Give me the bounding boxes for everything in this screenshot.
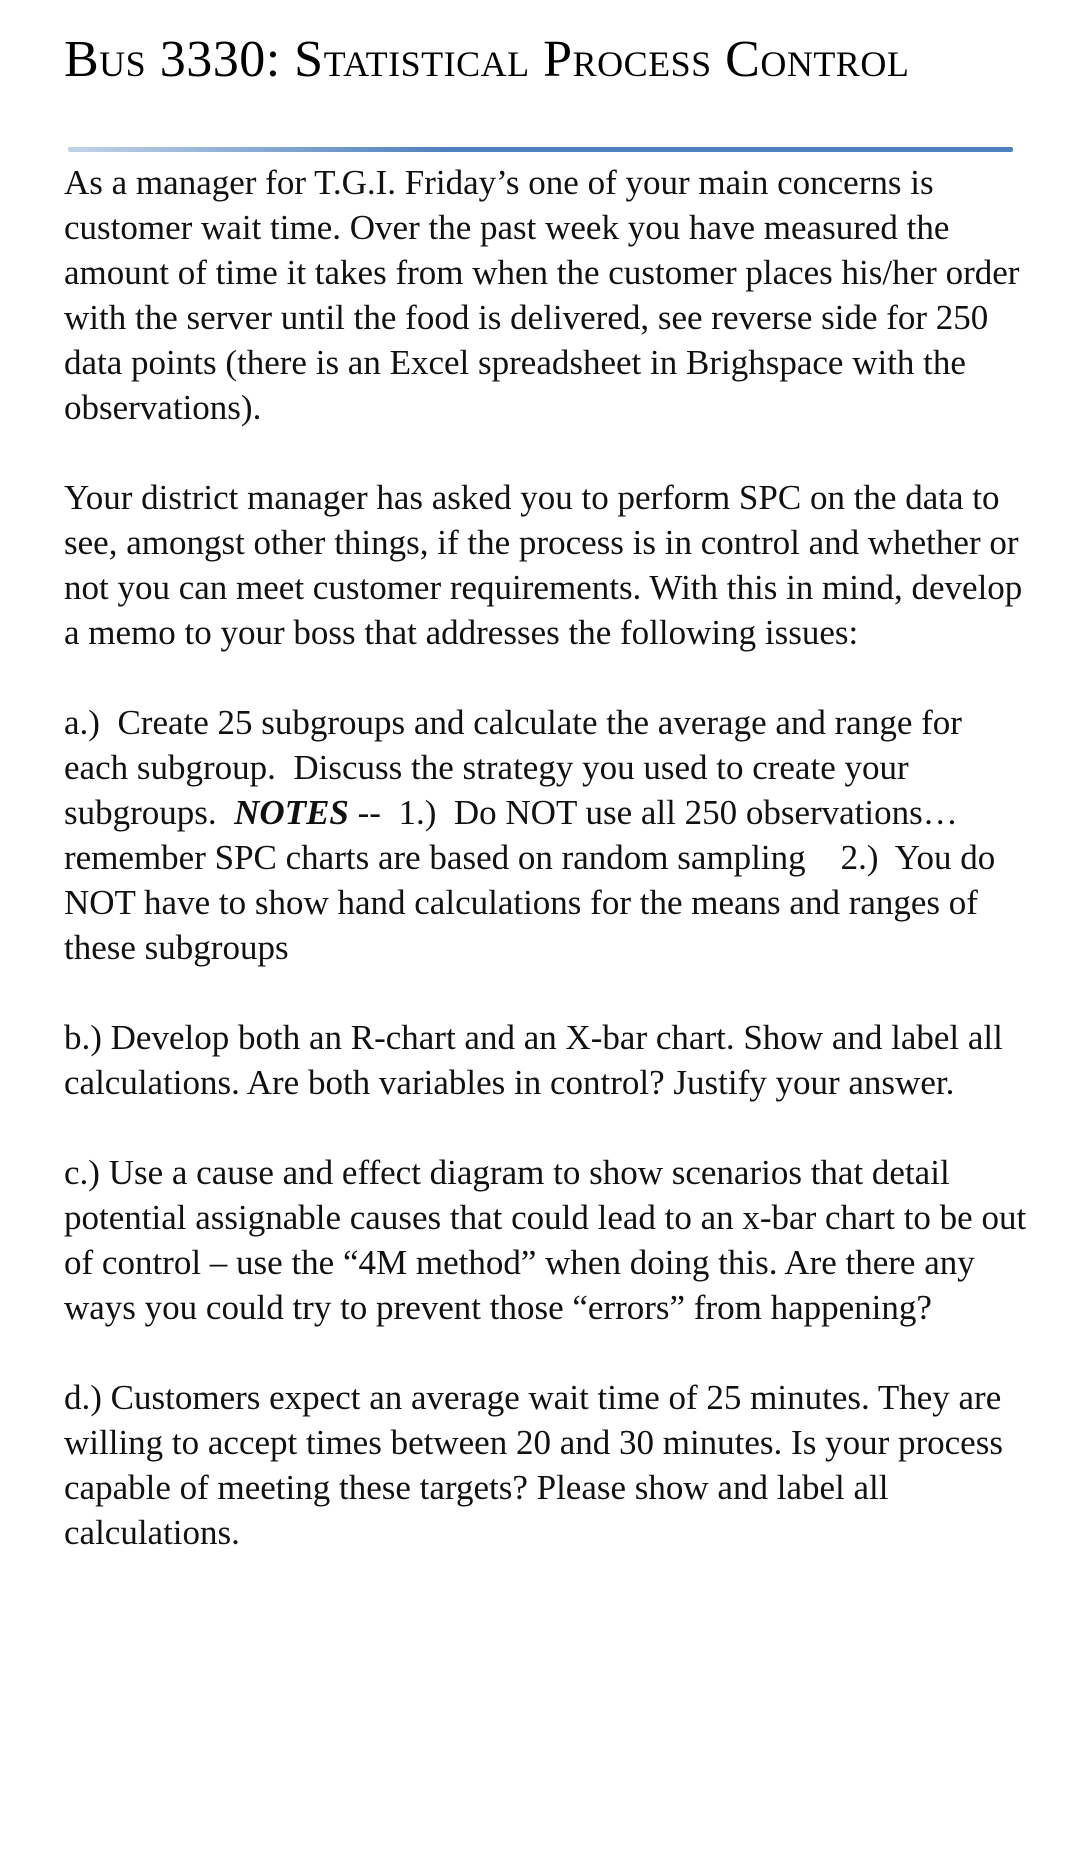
question-a — [64, 700, 1034, 970]
intro-paragraph: As a manager for T.G.I. Friday’s one of your main concerns is customer wait time. Over the past week you have measured the amount of time it takes from when the customer places his/her order with the server until the food is delivered, see reverse side for 250 data points (there is an Excel spreadsheet in Brighspace with the observations). — [64, 163, 1020, 427]
page-title: Bus 3330: Statistical Process Control — [64, 31, 910, 88]
title-divider — [68, 147, 1013, 152]
question-b: b.) Develop both an R-chart and an X-bar chart. Show and label all calculations. Are both variables in control? Justify your answer. — [64, 1018, 1003, 1102]
question-d: d.) Customers expect an average wait time of 25 minutes. They are willing to accept times between 20 and 30 minutes. Is your process capable of meeting these targets? Please show and label all calculations. — [64, 1378, 1003, 1552]
question-c: c.) Use a cause and effect diagram to show scenarios that detail potential assignable causes that could lead to an x-bar chart to be out of control – use the “4M method” when doing this. Are there any ways you could try to prevent those “errors” from happening? — [64, 1153, 1027, 1327]
question-a-notes-text: -- 1.) Do NOT use all 250 observations…remember SPC charts are based on random sampling 2.) You do NOT have to show hand calculations for the means and ranges of these subgroups — [64, 793, 1004, 967]
notes-label: NOTES — [234, 793, 349, 832]
question-a-text: a.) Create 25 subgroups and calculate the average and range for each subgroup. Discuss the strategy you used to create your subgroups. — [64, 703, 971, 832]
document-body — [64, 160, 1034, 1600]
assignment-paragraph: Your district manager has asked you to perform SPC on the data to see, amongst other things, if the process is in control and whether or not you can meet customer requirements. With this in mind, develop a memo to your boss that addresses the following issues: — [64, 478, 1023, 652]
